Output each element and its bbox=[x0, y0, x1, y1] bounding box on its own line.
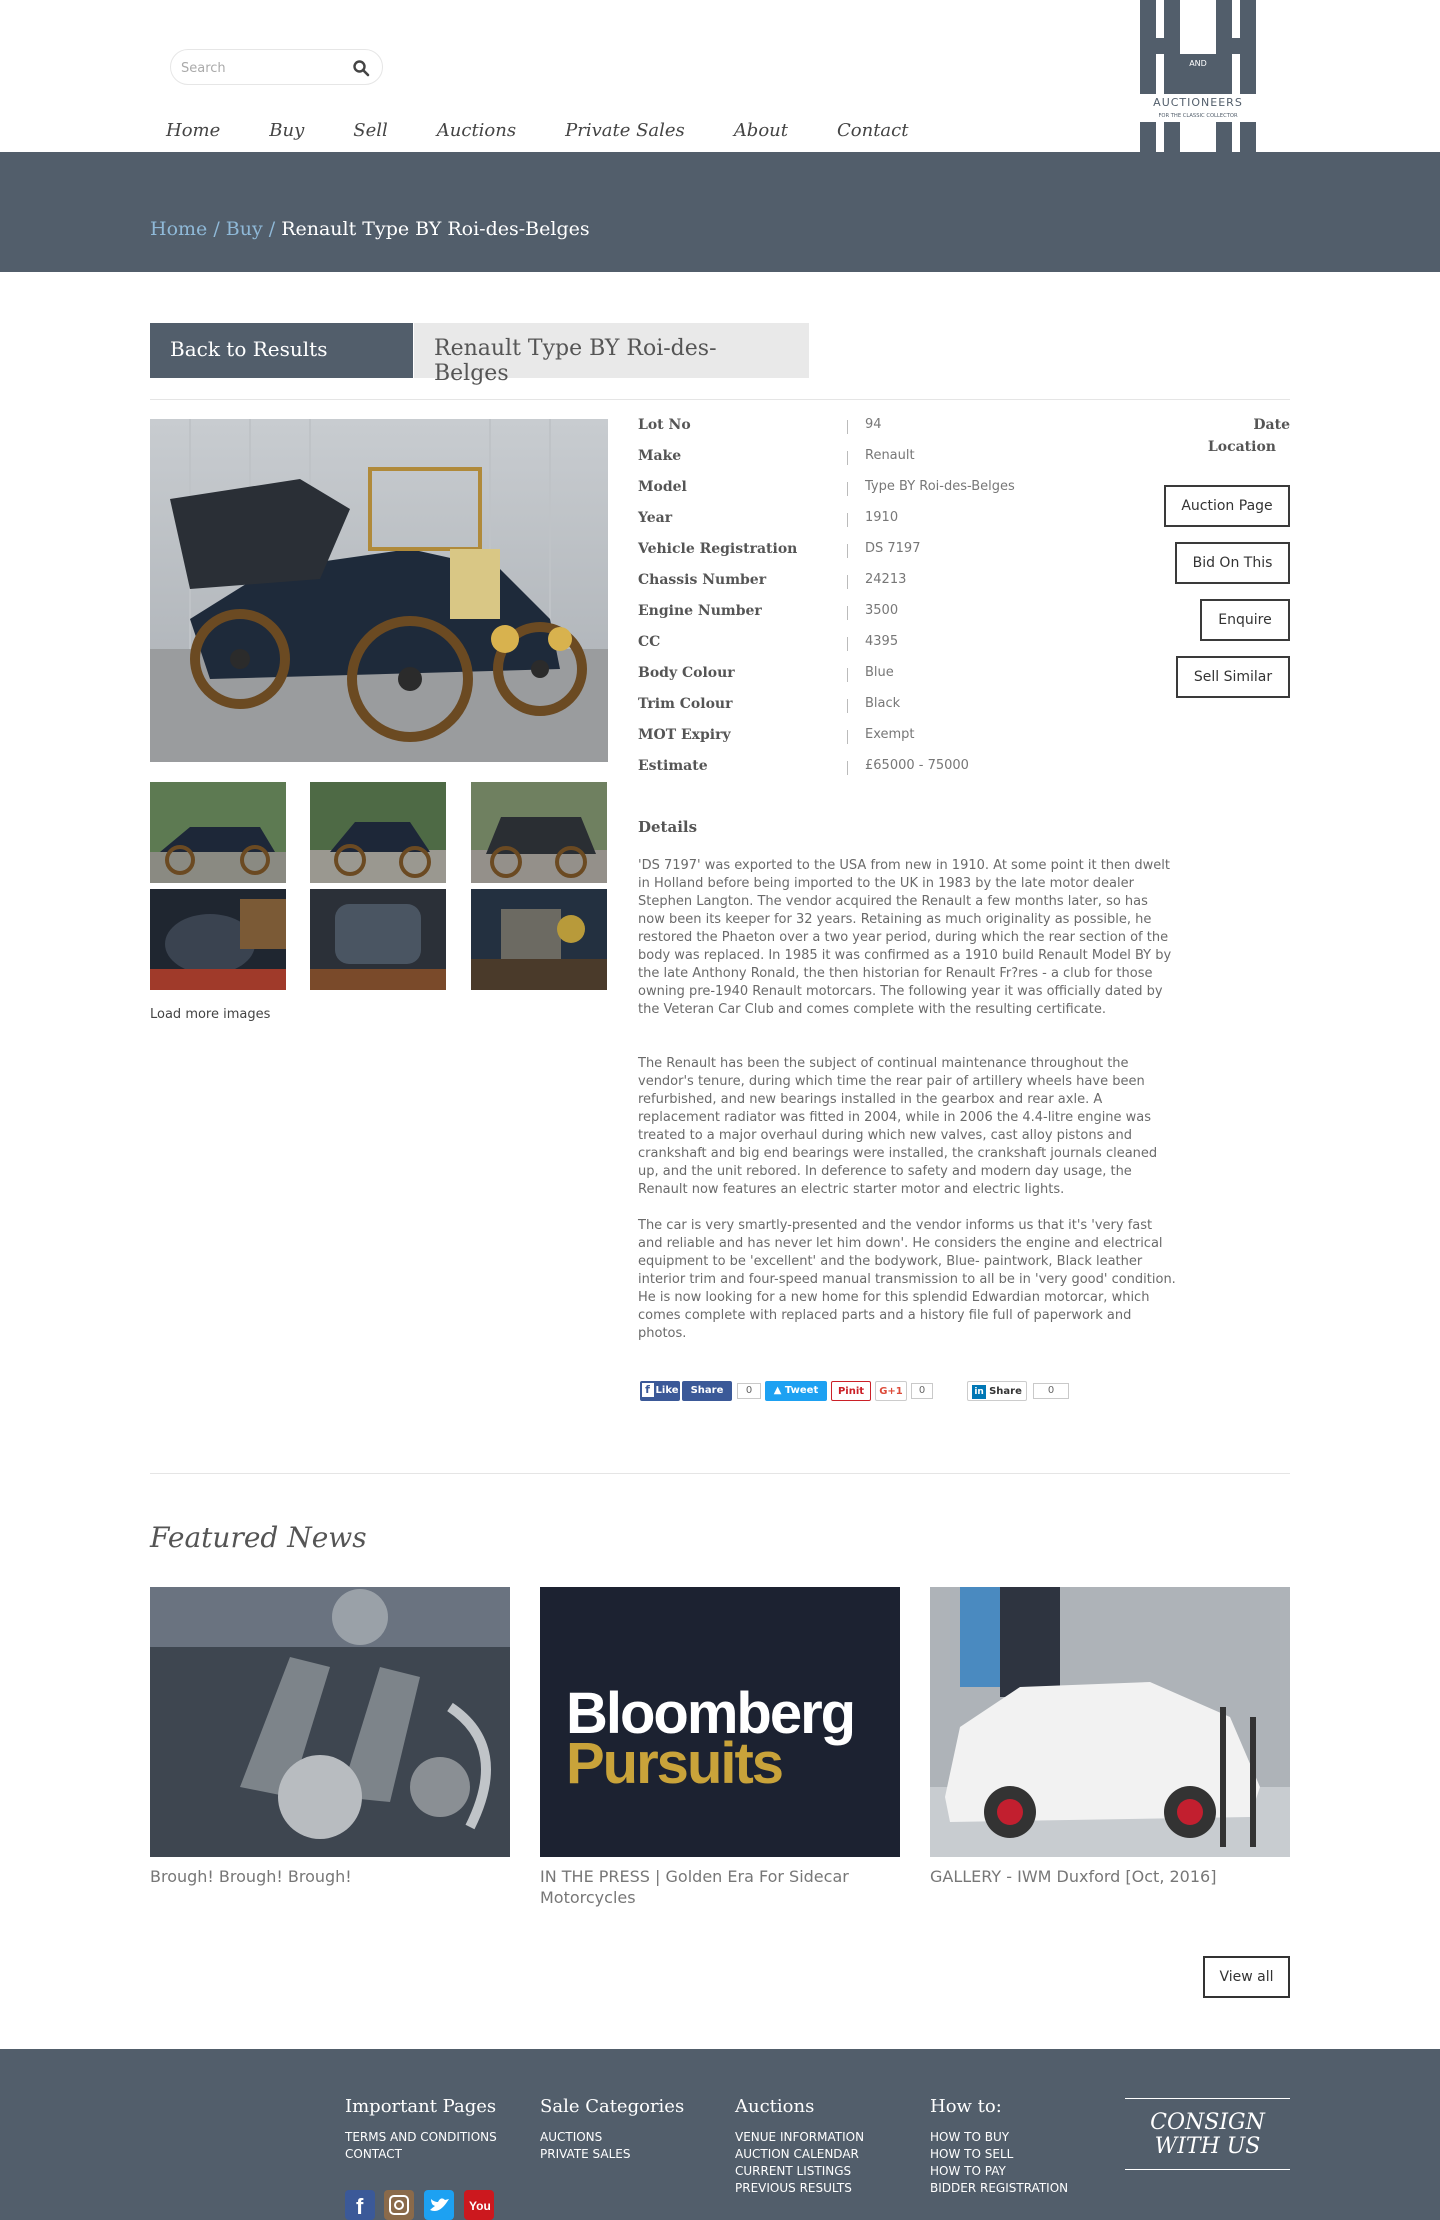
breadcrumb-sep: / bbox=[262, 218, 282, 240]
footer-link[interactable]: HOW TO SELL bbox=[930, 2147, 1014, 2161]
featured-news-title: Featured News bbox=[150, 1521, 367, 1554]
spec-value: Renault bbox=[865, 448, 915, 463]
nav-private-sales[interactable]: Private Sales bbox=[565, 120, 685, 141]
spec-value: 94 bbox=[865, 417, 882, 432]
spec-separator bbox=[847, 637, 848, 651]
spec-row bbox=[638, 665, 1238, 696]
spec-value: DS 7197 bbox=[865, 541, 921, 556]
nav-contact[interactable]: Contact bbox=[837, 120, 909, 141]
svg-text:Bloomberg: Bloomberg bbox=[566, 1681, 855, 1746]
footer-link[interactable]: VENUE INFORMATION bbox=[735, 2130, 865, 2144]
view-all-button[interactable]: View all bbox=[1203, 1956, 1290, 1998]
breadcrumb-band bbox=[0, 152, 1440, 272]
divider bbox=[150, 399, 1290, 400]
footer-heading: Sale Categories bbox=[540, 2096, 685, 2117]
breadcrumb-current: Renault Type BY Roi-des-Belges bbox=[281, 218, 590, 240]
spec-label: Engine Number bbox=[638, 603, 762, 619]
nav-home[interactable]: Home bbox=[166, 120, 221, 141]
thumbnail-image[interactable] bbox=[471, 889, 607, 990]
spec-separator bbox=[847, 482, 848, 496]
spec-label: MOT Expiry bbox=[638, 727, 731, 743]
youtube-icon[interactable] bbox=[464, 2190, 494, 2220]
footer-link[interactable]: CONTACT bbox=[345, 2147, 402, 2161]
spec-value: Black bbox=[865, 696, 901, 711]
spec-label: CC bbox=[638, 634, 661, 650]
thumbnail-image[interactable] bbox=[310, 782, 446, 883]
breadcrumb bbox=[150, 218, 590, 240]
search-input[interactable] bbox=[181, 58, 341, 78]
sell-similar-button[interactable]: Sell Similar bbox=[1176, 656, 1290, 698]
footer-link[interactable]: BIDDER REGISTRATION bbox=[930, 2181, 1069, 2195]
footer-heading: Important Pages bbox=[345, 2096, 497, 2117]
linkedin-icon: in bbox=[972, 1385, 986, 1399]
footer-auctions bbox=[735, 2096, 864, 2197]
share-count: 0 bbox=[737, 1383, 761, 1399]
footer-link[interactable]: AUCTION CALENDAR bbox=[735, 2147, 859, 2161]
tweet-button[interactable]: ▲ Tweet bbox=[765, 1381, 827, 1401]
spec-separator bbox=[847, 544, 848, 558]
spec-row bbox=[638, 572, 1238, 603]
spec-value: 3500 bbox=[865, 603, 899, 618]
spec-label: Model bbox=[638, 479, 687, 495]
divider bbox=[150, 1473, 1290, 1474]
spec-value: 24213 bbox=[865, 572, 907, 587]
lot-meta bbox=[1208, 414, 1290, 458]
spec-value: 1910 bbox=[865, 510, 899, 525]
footer-sale-categories bbox=[540, 2096, 684, 2163]
thumbnail-image[interactable] bbox=[310, 889, 446, 990]
footer-link[interactable]: CURRENT LISTINGS bbox=[735, 2164, 852, 2178]
footer-link[interactable]: HOW TO BUY bbox=[930, 2130, 1010, 2144]
nav-auctions[interactable]: Auctions bbox=[436, 120, 517, 141]
facebook-icon: f bbox=[642, 1383, 654, 1397]
svg-text:You: You bbox=[469, 2199, 491, 2213]
news-caption[interactable]: IN THE PRESS | Golden Era For Sidecar Motorcycles bbox=[540, 1867, 849, 1907]
spec-separator bbox=[847, 699, 848, 713]
footer-important-pages bbox=[345, 2096, 497, 2163]
footer-link[interactable]: TERMS AND CONDITIONS bbox=[345, 2130, 497, 2144]
details-paragraph: The car is very smartly-presented and the vendor informs us that it's 'very fast and reliable and has never let him down'. He considers the engine and electrical equipment to be 'excellent' and the bodywork, Blue- paintwork, Black leather interior trim and four-speed manual transmission to all be in 'very good' condition. He is now looking for a new home for this splendid Edwardian motorcar, which comes complete with replaced parts and a history file full of paperwork and photos. bbox=[638, 1218, 1176, 1341]
linkedin-count: 0 bbox=[1033, 1383, 1069, 1399]
facebook-icon[interactable] bbox=[345, 2190, 375, 2220]
spec-row bbox=[638, 696, 1238, 727]
spec-row bbox=[638, 417, 1238, 448]
news-image[interactable] bbox=[930, 1587, 1290, 1857]
details-paragraph: 'DS 7197' was exported to the USA from new in 1910. At some point it then dwelt in Holland before being imported to the UK in 1983 by the late motor dealer Stephen Langton. The vendor acquired the Renault a few months later, so has now been its keeper for 32 years. Retaining as much originality as possible, he restored the Phaeton over a two year period, during which the rear section of the body was replaced. In 1985 it was confirmed as a 1910 build Renault Model BY by the late Anthony Ronald, the then historian for Renault Fr?res - a club for those owning pre-1940 Renault motorcars. The following year it was officially dated by the Veteran Car Club and comes complete with the resulting certificate. bbox=[638, 858, 1172, 1017]
bid-on-this-button[interactable]: Bid On This bbox=[1175, 542, 1290, 584]
page-title: Renault Type BY Roi-des-Belges bbox=[414, 323, 809, 378]
spec-separator bbox=[847, 513, 848, 527]
spec-row bbox=[638, 758, 1238, 789]
news-image[interactable] bbox=[150, 1587, 510, 1857]
footer-link[interactable]: PRIVATE SALES bbox=[540, 2147, 631, 2161]
spec-value: Exempt bbox=[865, 727, 915, 742]
spec-separator bbox=[847, 575, 848, 589]
spec-separator bbox=[847, 761, 848, 775]
auction-page-button[interactable]: Auction Page bbox=[1164, 485, 1290, 527]
spec-separator bbox=[847, 451, 848, 465]
lot-location: Location bbox=[1207, 439, 1276, 455]
thumbnail-image[interactable] bbox=[471, 782, 607, 883]
search-icon[interactable] bbox=[352, 59, 370, 77]
spec-separator bbox=[847, 420, 848, 434]
spec-row bbox=[638, 479, 1238, 510]
footer-heading: Auctions bbox=[735, 2096, 815, 2117]
main-nav bbox=[166, 120, 957, 141]
svg-text:Pursuits: Pursuits bbox=[566, 1731, 783, 1796]
svg-text:f: f bbox=[356, 2194, 364, 2219]
spec-label: Year bbox=[638, 510, 673, 526]
breadcrumb-home[interactable]: Home bbox=[150, 218, 208, 240]
facebook-share-button[interactable]: Share bbox=[682, 1381, 732, 1401]
spec-separator bbox=[847, 730, 848, 744]
spec-value: £65000 - 75000 bbox=[865, 758, 969, 773]
linkedin-share-button[interactable]: in Share bbox=[967, 1381, 1027, 1401]
main-car-image[interactable] bbox=[150, 419, 608, 762]
spec-separator bbox=[847, 606, 848, 620]
spec-value: 4395 bbox=[865, 634, 899, 649]
breadcrumb-buy[interactable]: Buy bbox=[225, 218, 263, 240]
instagram-icon[interactable] bbox=[384, 2190, 414, 2220]
details-heading: Details bbox=[638, 818, 698, 836]
news-caption[interactable]: GALLERY - IWM Duxford [Oct, 2016] bbox=[930, 1867, 1217, 1886]
spec-label: Vehicle Registration bbox=[638, 541, 798, 557]
footer-how-to bbox=[930, 2096, 1068, 2197]
spec-row bbox=[638, 634, 1238, 665]
svg-text:AND: AND bbox=[1189, 59, 1207, 68]
gplus-count: 0 bbox=[911, 1383, 933, 1399]
load-more-images-link[interactable]: Load more images bbox=[150, 1007, 271, 1022]
consign-with-us-button[interactable]: CONSIGN WITH US bbox=[1125, 2098, 1290, 2170]
site-header bbox=[0, 0, 1440, 152]
spec-label: Lot No bbox=[638, 417, 691, 433]
twitter-icon: ▲ bbox=[773, 1385, 785, 1396]
search-box[interactable] bbox=[170, 49, 383, 85]
lot-date: Date bbox=[1253, 417, 1290, 433]
nav-buy[interactable]: Buy bbox=[269, 120, 305, 141]
pinit-button[interactable]: Pinit bbox=[831, 1381, 871, 1401]
spec-label: Estimate bbox=[638, 758, 708, 774]
news-caption[interactable]: Brough! Brough! Brough! bbox=[150, 1867, 352, 1886]
spec-label: Chassis Number bbox=[638, 572, 767, 588]
thumbnail-image[interactable] bbox=[150, 889, 286, 990]
spec-label: Trim Colour bbox=[638, 696, 733, 712]
spec-label: Body Colour bbox=[638, 665, 735, 681]
spec-label: Make bbox=[638, 448, 682, 464]
nav-about[interactable]: About bbox=[733, 120, 788, 141]
breadcrumb-sep: / bbox=[207, 218, 226, 240]
spec-value: Type BY Roi-des-Belges bbox=[865, 479, 1015, 494]
thumbnail-image[interactable] bbox=[150, 782, 286, 883]
enquire-button[interactable]: Enquire bbox=[1200, 599, 1290, 641]
svg-text:AUCTIONEERS: AUCTIONEERS bbox=[1153, 96, 1243, 109]
facebook-like-button[interactable]: f Like bbox=[640, 1381, 680, 1401]
site-logo[interactable] bbox=[1138, 0, 1258, 152]
footer-link[interactable]: PREVIOUS RESULTS bbox=[735, 2181, 852, 2195]
spec-separator bbox=[847, 668, 848, 682]
svg-text:FOR THE CLASSIC COLLECTOR: FOR THE CLASSIC COLLECTOR bbox=[1158, 113, 1238, 119]
google-plus-button[interactable]: G+1 bbox=[875, 1381, 907, 1401]
spec-row bbox=[638, 448, 1238, 479]
nav-sell[interactable]: Sell bbox=[353, 120, 388, 141]
spec-row bbox=[638, 727, 1238, 758]
footer-link[interactable]: HOW TO PAY bbox=[930, 2164, 1006, 2178]
spec-row bbox=[638, 541, 1238, 572]
back-to-results-button[interactable]: Back to Results bbox=[150, 323, 413, 378]
news-image[interactable] bbox=[540, 1587, 900, 1857]
footer-link[interactable]: AUCTIONS bbox=[540, 2130, 603, 2144]
footer-heading: How to: bbox=[930, 2096, 1002, 2117]
twitter-icon[interactable] bbox=[424, 2190, 454, 2220]
spec-row bbox=[638, 603, 1238, 634]
spec-row bbox=[638, 510, 1238, 541]
details-paragraph: The Renault has been the subject of continual maintenance throughout the vendor's tenure, during which time the rear pair of artillery wheels have been refurbished, and new bearings installed in the gearbox and rear axle. A replacement radiator was fitted in 2004, while in 2006 the 4.4-litre engine was treated to a major overhaul during which new valves, cast alloy pistons and crankshaft and big end bearings were installed, the crankshaft journals cleaned up, and the unit rebored. In deference to safety and modern day usage, the Renault now features an electric starter motor and electric lights. bbox=[638, 1056, 1158, 1197]
spec-value: Blue bbox=[865, 665, 894, 680]
